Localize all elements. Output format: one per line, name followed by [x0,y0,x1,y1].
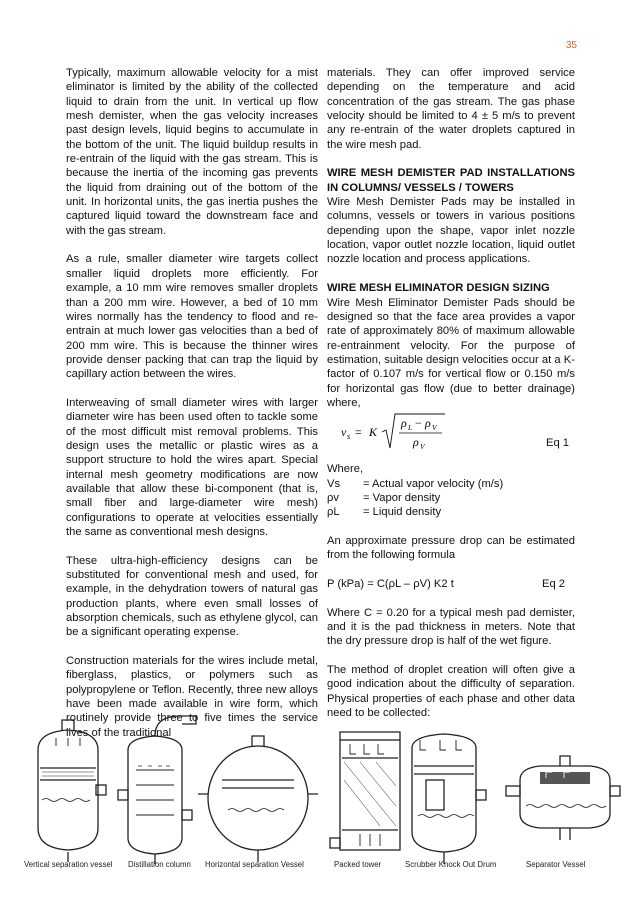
paragraph: Where C = 0.20 for a typical mesh pad demister, and it is the pad thickness in meters. Note that the dry pressure drop is half of the wet figure. [327,606,575,648]
symbol: ρL [327,506,340,519]
pressure-drop-formula: P (kPa) = C(ρL – ρV) K2 t [327,578,454,590]
svg-text:L: L [408,423,413,433]
paragraph: Typically, maximum allowable velocity for a mist eliminator is limited by the ability of the collected liquid to drain from the unit. In vertical up flow mesh demister, when the gas velocity increases past design levels, liquid begins to accumulate in the bottom of the unit. The liquid buildup results in re-entrain of the liquid with the gas stream. This is because the inertia of the incoming gas prevents the liquid from draining out of the bottom of the unit. In horizontal units, the gas inertia pushes the captured liquid toward the downstream face and with the gas stream. [66,67,318,237]
definition: = Actual vapor velocity (m/s) [363,477,504,490]
svg-text:v: v [341,425,347,440]
definition-row [327,491,575,505]
definition-row [327,505,575,519]
paragraph: Construction materials for the wires include metal, fiberglass, plastics, or polymers such as polypropylene or Teflon. Recently, three new alloys have been made available in wire form, which routinely provide three to five times the service lives of the traditional [66,655,318,739]
vertical-separation-vessel-drawing [38,720,106,862]
paragraph: materials. They can offer improved service depending on the temperature and acid concentration of the gas stream. The gas phase velocity should be limited to 4 ± 5 m/s to prevent any re-entrain of the water droplets captured in the wire mesh pad. [327,67,575,151]
symbol: ρv [327,491,339,504]
horizontal-separation-vessel-drawing [198,736,318,862]
svg-text:=: = [355,425,362,440]
svg-text:V: V [420,442,425,452]
svg-text:s: s [347,432,351,442]
section-heading: WIRE MESH ELIMINATOR DESIGN SIZING [327,282,550,295]
equation-label: Eq 2 [541,578,565,590]
paragraph: Interweaving of small diameter wires with larger diameter wire has been used often to tackle some of the most difficult mist removal problems. This design uses the metallic or plastic wires as a support structure to hold the wires apart. Special internal mesh geometry modifications are now available that allow these bi-component (that is, small fiber and large-diameter wire mesh) configurations to operate at velocities essentially the same as conventional mesh designs. [66,396,318,538]
svg-text:V: V [432,423,437,433]
section-heading: WIRE MESH DEMISTER PAD INSTALLATIONS IN COLUMNS/ VESSELS / TOWERS [327,167,575,194]
distillation-column-drawing [118,716,196,864]
paragraph: These ultra-high-efficiency designs can be substituted for conventional mesh and used, for example, in the dehydration towers of natural gas production plants, where even small losses of absorption chemicals, such as ethylene glycol, can be a significant operating expense. [66,554,318,639]
svg-text:ρ: ρ [401,416,407,431]
caption-horizontal-separation-vessel: Horizontal separation Vessel [205,860,304,869]
equipment-illustrations [0,710,638,880]
equation-label: Eq 1 [545,437,569,450]
definition-row [327,477,575,491]
packed-tower-drawing [330,732,400,850]
caption-vertical-separation-vessel: Vertical separation vessel [24,860,113,869]
paragraph: As a rule, smaller diameter wire targets collect smaller liquid droplets more efficiently. For example, a 10 mm wire removes smaller droplets than a 200 mm wire. However, a bed of 10 mm wires normally has the tendency to flood and re-entrain at much lower gas velocities than a bed of 200 mm wire. This is because the thinner wires provide denser packing that can trap the liquid by capillary action between the wires. [66,253,318,381]
svg-text:−: − [415,416,422,431]
paragraph: The method of droplet creation will often give a good indication about the difficulty of separation. Physical properties of each phase and other data need to be collected: [327,664,575,720]
caption-packed-tower: Packed tower [334,860,382,869]
definition: = Vapor density [363,491,441,504]
right-column [327,66,575,735]
equation-1 [327,410,575,454]
symbol: Vs [327,477,341,490]
definition: = Liquid density [363,506,442,519]
svg-text:ρ: ρ [425,416,431,431]
paragraph: Wire Mesh Eliminator Demister Pads should be designed so that the face area provides a vapor rate of approximately 80% of maximum allowable re-entrainment velocity. For the purpose of estimation, suitable design velocities occur at a K-factor of 0.107 m/s for vertical flow or 0.150 m/s for horizontal gas flow (due to better drainage) where, [327,296,575,409]
where-label: Where, [327,463,364,476]
left-column [66,66,318,755]
paragraph: An approximate pressure drop can be estimated from the following formula [327,534,575,562]
svg-text:K: K [369,425,378,440]
paragraph: Wire Mesh Demister Pads may be installed in columns, vessels or towers in various positions depending upon the shape, vapor inlet nozzle location, vapor outlet nozzle location, liquid outlet nozzle location and process applications. [327,196,575,266]
caption-separator-vessel: Separator Vessel [526,860,586,869]
scrubber-knock-out-drum-drawing [412,734,486,864]
caption-scrubber-knock-out-drum: Scrubber Knock Out Drum [405,860,497,869]
svg-text:ρ: ρ [413,435,419,450]
equation-2 [327,577,575,591]
page-number: 35 [565,40,577,51]
velocity-formula [327,410,497,456]
caption-distillation-column: Distillation column [128,860,191,869]
separator-vessel-drawing [506,756,620,840]
